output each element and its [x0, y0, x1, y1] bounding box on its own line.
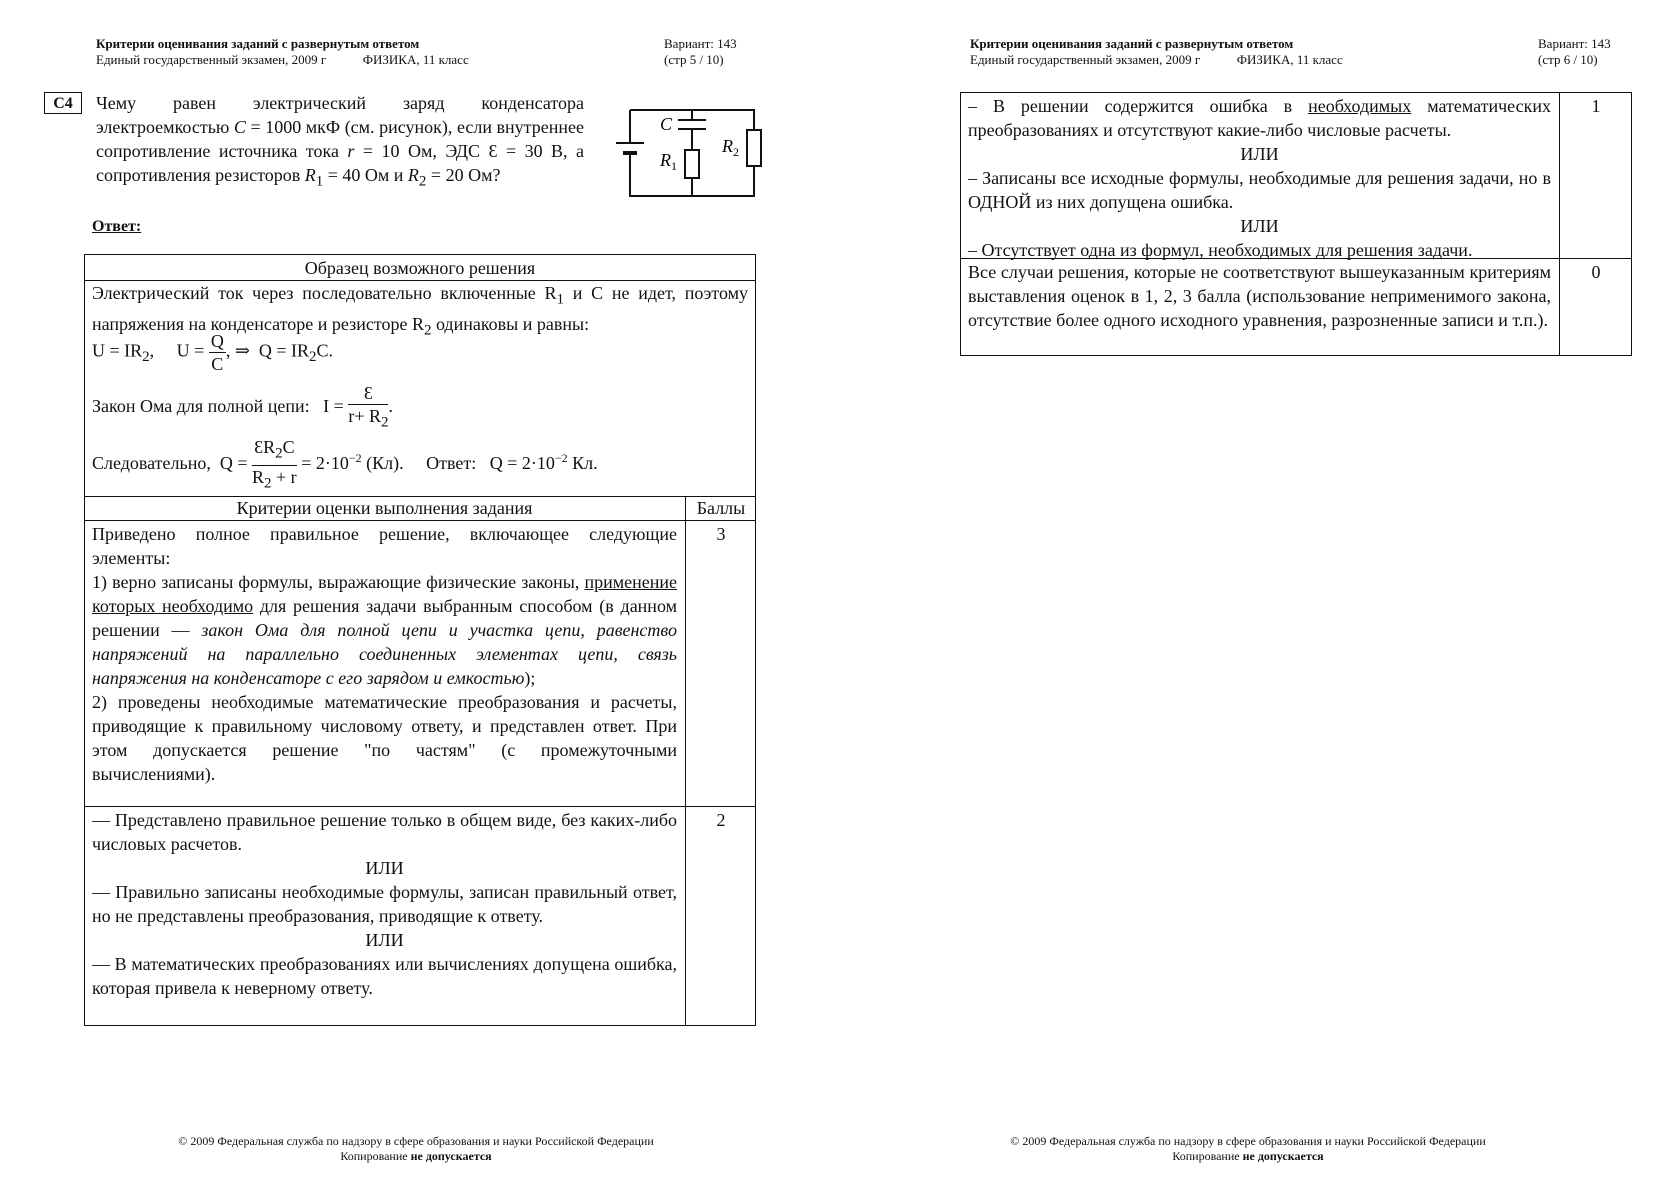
- criteria-underlined: применение которых необходимо: [92, 572, 677, 616]
- resistor-r1: [685, 150, 699, 178]
- label-r2: [721, 136, 739, 159]
- question-text-part: = 30 В, а сопротивления резисторов: [96, 141, 584, 185]
- criteria-or: ИЛИ: [365, 858, 404, 878]
- solution-text: Электрический ток через последовательно включенные R: [92, 283, 557, 303]
- solution-sub: 1: [556, 291, 565, 308]
- header-subject: ФИЗИКА, 11 класс: [362, 52, 469, 67]
- header-title: Критерии оценивания заданий с развернутым ответом: [96, 36, 420, 51]
- criteria-row-divider: [84, 806, 756, 807]
- equation-result: [92, 436, 748, 494]
- eq-sub: 2: [309, 349, 317, 366]
- footer-bold: не допускается: [1242, 1149, 1324, 1163]
- criteria-underlined: необходимых: [1308, 96, 1412, 116]
- criteria-text: – В решении содержится ошибка в: [968, 96, 1309, 116]
- fraction-num: [252, 436, 297, 466]
- question-var-c: C: [233, 117, 246, 137]
- criteria-text: — Правильно записаны необходимые формулы, записан правильный ответ, но не представлены преобразования, приводящие к ответу.: [92, 882, 677, 926]
- score-2: 2: [716, 810, 726, 830]
- question-text-part: = 20 Ом?: [426, 165, 501, 185]
- criteria-item-2: 2) проведены необходимые математические преобразования и расчеты, приводящие к правильному числовому ответу, и представлен ответ. При этом допускается решение "по частям" (с промежуточными вычислениями).: [92, 692, 677, 784]
- header-exam-line: [96, 52, 756, 68]
- eq-text: ƐR: [254, 437, 276, 457]
- criteria-row-2: [92, 808, 677, 1000]
- eq-text: U = IR: [92, 340, 143, 361]
- label-r2-letter: R: [722, 136, 733, 156]
- criteria-item-1: [92, 570, 677, 690]
- criteria-or: ИЛИ: [1240, 144, 1279, 164]
- equation-ohm: [92, 382, 748, 434]
- criteria-row-3: [92, 522, 677, 786]
- eq-text: C.: [316, 340, 334, 361]
- eq-text: = 2·10: [296, 453, 349, 474]
- fraction-num: Ɛ: [348, 382, 388, 405]
- page-right: [832, 0, 1664, 1187]
- eq-text: R: [252, 466, 265, 487]
- header-subject: ФИЗИКА, 11 класс: [1236, 52, 1343, 67]
- footer-copyright: © 2009 Федеральная служба по надзору в сфере образования и науки Российской Федерации: [178, 1134, 654, 1148]
- criteria-text: 1) верно записаны формулы, выражающие физические законы,: [92, 572, 585, 592]
- eq-sub: 2: [380, 414, 389, 431]
- criteria-header-divider: [84, 520, 756, 521]
- eq-text: Следовательно, Q =: [92, 453, 253, 474]
- solution-title: Образец возможного решения: [304, 258, 536, 278]
- criteria-text: – Отсутствует одна из формул, необходимых для решения задачи.: [968, 240, 1473, 260]
- eq-text: , ⇒ Q = IR: [225, 340, 310, 361]
- question-text: [96, 91, 584, 194]
- question-var-r2: R: [407, 165, 419, 185]
- criteria-text: );: [524, 668, 536, 688]
- eq-text: Закон Ома для полной цепи: I =: [92, 395, 349, 416]
- criteria-column-divider: [1559, 92, 1560, 356]
- circuit-diagram: [594, 100, 764, 205]
- equation-1: [92, 330, 748, 375]
- question-text-part: = 40 Ом и: [323, 165, 408, 185]
- criteria-header: Критерии оценки выполнения задания: [236, 498, 533, 518]
- eq-sub: 2: [142, 349, 150, 366]
- eq-sup: −2: [554, 451, 568, 466]
- fraction-den: C: [211, 354, 224, 374]
- page-footer: [832, 1134, 1664, 1164]
- header-variant: Вариант: 143: [1538, 36, 1611, 51]
- score-header: Баллы: [696, 498, 746, 518]
- question-sub: 1: [315, 173, 324, 190]
- criteria-text-line: [968, 94, 1551, 142]
- fraction-q-over-c: [209, 330, 226, 375]
- header-exam-line: [970, 52, 1630, 68]
- header-variant-block: [664, 36, 737, 68]
- eq-text: (Кл). Ответ: Q = 2·10: [361, 453, 555, 474]
- eq-sub: 2: [275, 445, 283, 462]
- header-exam: Единый государственный экзамен, 2009 г: [96, 52, 327, 67]
- page-header: [970, 36, 1630, 68]
- question-text-part: Чему равен электрический заряд конденсатора электроемкостью: [96, 93, 584, 137]
- criteria-or: ИЛИ: [1240, 216, 1279, 236]
- criteria-text: математических преобразованиях и отсутствуют какие-либо числовые расчеты.: [968, 96, 1551, 140]
- header-title: Критерии оценивания заданий с развернутым ответом: [970, 36, 1294, 51]
- eq-text: Кл.: [567, 453, 598, 474]
- score-0: 0: [1591, 262, 1601, 282]
- eq-sup: −2: [348, 451, 362, 466]
- header-page-number: (стр 6 / 10): [1538, 52, 1598, 67]
- footer-copy-line: [832, 1149, 1664, 1164]
- criteria-text: Приведено полное правильное решение, включающее следующие элементы:: [92, 524, 677, 568]
- criteria-or: ИЛИ: [365, 930, 404, 950]
- solution-sub: 2: [423, 322, 432, 339]
- solution-text: одинаковы и равны:: [431, 313, 590, 334]
- circuit-svg: [594, 100, 764, 200]
- eq-text: , U =: [149, 340, 209, 361]
- footer-text: Копирование: [340, 1149, 411, 1163]
- footer-copy-line: [0, 1149, 832, 1164]
- resistor-r2: [747, 130, 761, 166]
- page-footer: [0, 1134, 832, 1164]
- criteria-text: для решения задачи выбранным способом (в данном решении —: [92, 596, 677, 640]
- eq-text: C: [282, 437, 295, 457]
- criteria-italic: закон Ома для полной цепи и участка цепи, равенство напряжений на параллельно соединенных элементах цепи, связь напряжения на конденсаторе с его зарядом и емкостью: [92, 620, 677, 688]
- question-sub: 2: [418, 173, 427, 190]
- fraction-den: [252, 466, 297, 495]
- question-var-r: r: [347, 141, 355, 161]
- header-exam: Единый государственный экзамен, 2009 г: [970, 52, 1201, 67]
- fraction-den: [348, 405, 388, 434]
- page-header: [96, 36, 756, 68]
- criteria-text: – Записаны все исходные формулы, необходимые для решения задачи, но в ОДНОЙ из них допущена ошибка.: [968, 168, 1551, 212]
- footer-copyright: © 2009 Федеральная служба по надзору в сфере образования и науки Российской Федерации: [1010, 1134, 1486, 1148]
- question-var-emf: Ɛ: [488, 141, 498, 161]
- eq-text: .: [388, 395, 393, 416]
- header-page-number: (стр 5 / 10): [664, 52, 724, 67]
- question-label: C4: [44, 92, 82, 114]
- label-capacitor: C: [660, 114, 673, 134]
- label-r1-letter: R: [660, 150, 671, 170]
- criteria-row-1: [968, 94, 1551, 262]
- eq-sub: 2: [264, 475, 272, 492]
- fraction-emf-over-r: [348, 382, 388, 434]
- fraction-num: Q: [210, 331, 224, 351]
- footer-bold: не допускается: [410, 1149, 492, 1163]
- label-r1: [659, 150, 677, 173]
- label-r2-sub: 2: [733, 145, 739, 159]
- footer-text: Копирование: [1172, 1149, 1243, 1163]
- label-r1-sub: 1: [671, 159, 677, 173]
- eq-text: + r: [271, 466, 297, 487]
- header-variant: Вариант: 143: [664, 36, 737, 51]
- answer-label: Ответ:: [92, 218, 142, 235]
- question-var-r1: R: [304, 165, 316, 185]
- question-text-part: = 1000 мкФ (см. рисунок), если внутреннее сопротивление источника тока: [96, 117, 584, 161]
- criteria-text: — Представлено правильное решение только в общем виде, без каких-либо числовых расчетов.: [92, 810, 677, 854]
- solution-text: и C не идет, поэтому напряжения на конденсаторе и резисторе R: [92, 283, 748, 334]
- criteria-column-divider: [685, 496, 686, 1026]
- criteria-row-0: Все случаи решения, которые не соответствуют вышеуказанным критериям выставления оценок в 1, 2, 3 балла (использование неприменимого закона, отсутствие более одного исходного уравнения, разрозненные записи и т.п.).: [968, 262, 1551, 330]
- fraction-result: [252, 436, 297, 494]
- score-3: 3: [716, 524, 726, 544]
- header-variant-block: [1538, 36, 1611, 68]
- question-text-part: = 10 Ом, ЭДС: [354, 141, 489, 161]
- criteria-text: — В математических преобразованиях или вычислениях допущена ошибка, которая привела к неверному ответу.: [92, 954, 677, 998]
- fraction-den-text: r+ R: [348, 406, 381, 426]
- score-1: 1: [1591, 96, 1601, 116]
